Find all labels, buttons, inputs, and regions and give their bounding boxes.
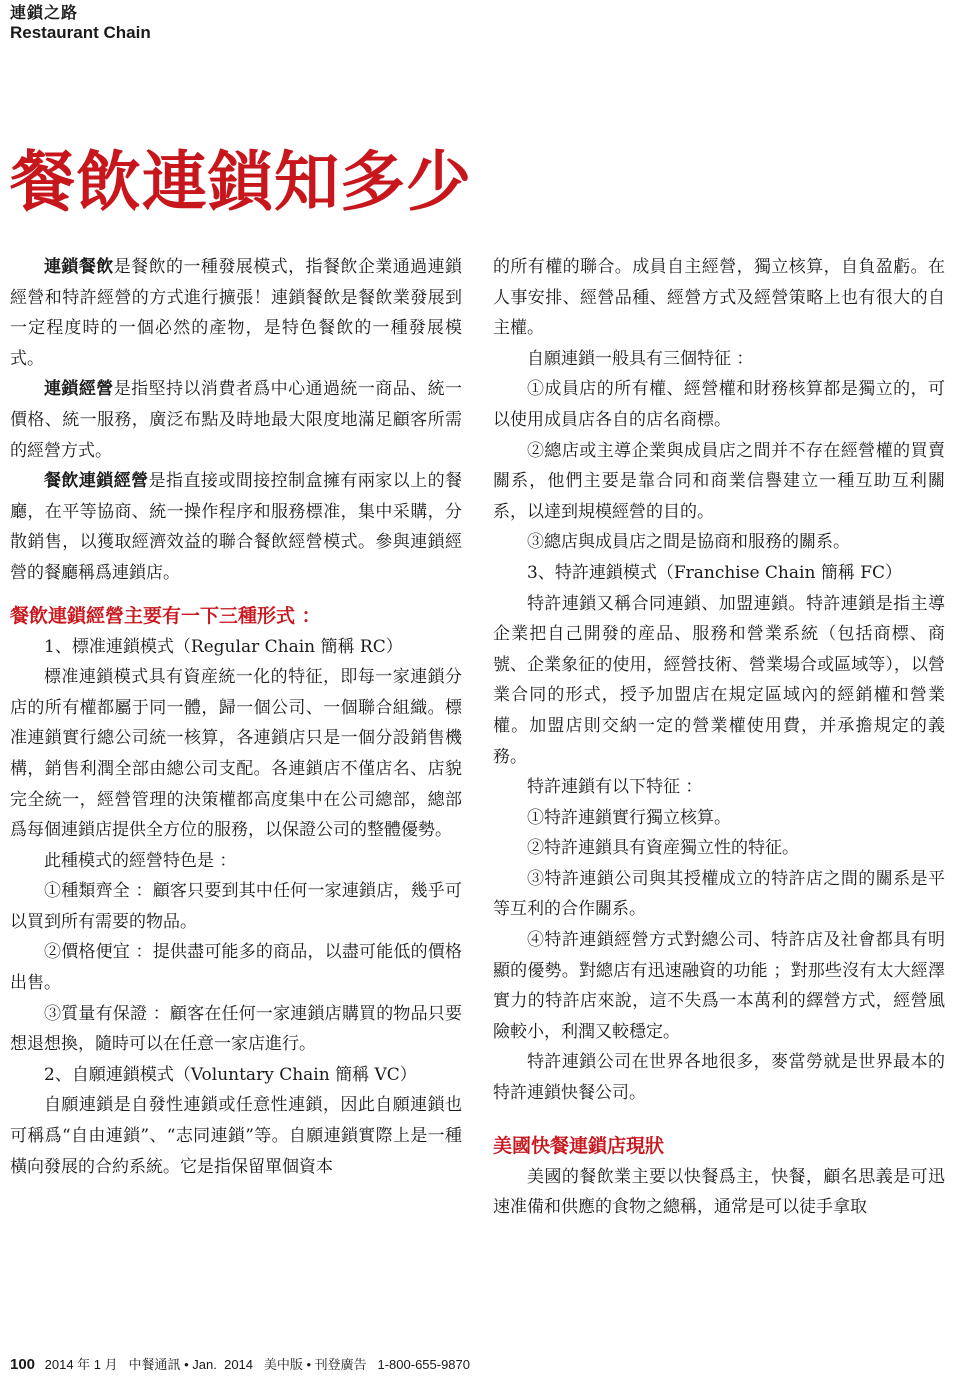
list-item: ①成員店的所有權、經營權和財務核算都是獨立的，可以使用成員店各自的店名商標。 [493, 379, 945, 430]
paragraph: 餐飲連鎖經營是指直接或間接控制盒擁有兩家以上的餐廳，在平等協商、統一操作程序和服務標准，集中采購，分散銷售，以獲取經濟效益的聯合餐飲經營模式。參與連鎖經營的餐廳稱爲連鎖店。 [10, 471, 462, 583]
page-number: 100 [10, 1356, 36, 1373]
list-item: ③總店與成員店之間是協商和服務的關系。 [527, 532, 850, 553]
list-item: ①特許連鎖實行獨立核算。 [527, 807, 731, 828]
list-item: ②特許連鎖具有資産獨立性的特征。 [527, 838, 799, 859]
paragraph: 此種模式的經營特色是 ： [44, 850, 237, 871]
paragraph: 的所有權的聯合。成員自主經營，獨立核算，自負盈虧。在人事安排、經營品種、經營方式及經營策略上也有很大的自主權。 [493, 257, 945, 339]
article-title: 餐飲連鎖知多少 [10, 144, 473, 220]
publication-name: 中餐通訊 • Jan. [128, 1357, 217, 1372]
section-heading: 餐飲連鎖經營主要有一下三種形式 ： [10, 604, 321, 627]
list-item: ②總店或主導企業與成員店之間并不存在經營權的買賣關系，他們主要是靠合同和商業信譽建立一種互助互利關系，以達到規模經營的目的。 [493, 440, 945, 522]
list-item: ②價格便宜 ：提供盡可能多的商品，以盡可能低的價格出售。 [10, 942, 462, 994]
list-item: ①種類齊全 ：顧客只要到其中任何一家連鎖店，幾乎可以買到所有需要的物品。 [10, 881, 462, 932]
term: 餐飲連鎖經營 [44, 471, 149, 492]
subheading: 1、標准連鎖模式（Regular Chain 簡稱 RC） [44, 636, 403, 657]
issue-date: 2014 年 1 月 [44, 1357, 118, 1372]
section-heading: 美國快餐連鎖店現狀 [493, 1134, 665, 1157]
paragraph: 自願連鎖是自發性連鎖或任意性連鎖，因此自願連鎖也可稱爲“自由連鎖”、“志同連鎖”等。自願連鎖實際上是一種橫向發展的合約系統。它是指保留單個資本 [10, 1095, 462, 1177]
left-column [10, 252, 462, 1182]
ad-label: 美中版 • 刊登廣告 [263, 1357, 367, 1372]
paragraph: 美國的餐飲業主要以快餐爲主，快餐，顧名思義是可迅速准備和供應的食物之總稱，通常是可以徒手拿取 [493, 1166, 945, 1218]
paragraph: 連鎖經營是指堅持以消費者爲中心通過統一商品、統一價格、統一服務，廣泛布點及時地最大限度地滿足顧客所需的經營方式。 [10, 379, 463, 461]
list-item: ③質量有保證 ：顧客在任何一家連鎖店購買的物品只要想退想換，隨時可以在任意一家店進行。 [10, 1003, 462, 1055]
term: 連鎖餐飲 [44, 257, 114, 277]
paragraph: 自願連鎖一般具有三個特征 ： [527, 348, 754, 369]
page-footer [10, 1356, 470, 1374]
paragraph: 標准連鎖模式具有資産統一化的特征，即每一家連鎖分店的所有權都屬于同一體，歸一個公司、一個聯合組織。標准連鎖實行總公司統一核算，各連鎖店只是一個分設銷售機構，銷售利潤全部由總公司支配。各連鎖店不僅店名、店貌完全統一，經營管理的決策權都高度集中在公司總部，總部爲每個連鎖店提供全方位的服務，以保證公司的整體優勢。 [10, 667, 462, 841]
paragraph: 特許連鎖公司在世界各地很多，麥當勞就是世界最本的特許連鎖快餐公司。 [493, 1052, 945, 1104]
paragraph: 特許連鎖又稱合同連鎖、加盟連鎖。特許連鎖是指主導企業把自己開發的産品、服務和營業系統（包括商標、商號、企業象征的使用，經營技術、營業場合或區域等），以營業合同的形式，授予加盟店在規定區域內的經銷權和營業權。加盟店則交納一定的營業權使用費，并承擔規定的義務。 [493, 593, 945, 767]
section-name: 連鎖之路 [10, 3, 79, 22]
list-item: ③特許連鎖公司與其授權成立的特許店之間的關系是平等互利的合作關系。 [493, 868, 945, 920]
paragraph: 連鎖餐飲是餐飲的一種發展模式，指餐飲企業通過連鎖經營和特許經營的方式進行擴張！連鎖餐飲是餐飲業發展到一定程度時的一個必然的產物，是特色餐飲的一種發展模式。 [10, 257, 463, 369]
term: 連鎖經營 [44, 379, 114, 400]
paragraph: 特許連鎖有以下特征 ： [527, 777, 703, 798]
subheading: 3、特許連鎖模式（Franchise Chain 簡稱 FC） [527, 562, 903, 583]
section-name-english: Restaurant Chain [10, 23, 151, 42]
subheading: 2、自願連鎖模式（Voluntary Chain 簡稱 VC） [44, 1064, 417, 1085]
phone-number: 1-800-655-9870 [377, 1357, 471, 1372]
issue-year: 2014 [224, 1357, 254, 1372]
list-item: ④特許連鎖經營方式對總公司、特許店及社會都具有明顯的優勢。對總店有迅速融資的功能 ；對那些沒有太大經澤實力的特許店來說，這不失爲一本萬利的繹營方式，經營風險較小，利潤又較穩定。 [493, 930, 945, 1042]
right-column [493, 252, 945, 1223]
